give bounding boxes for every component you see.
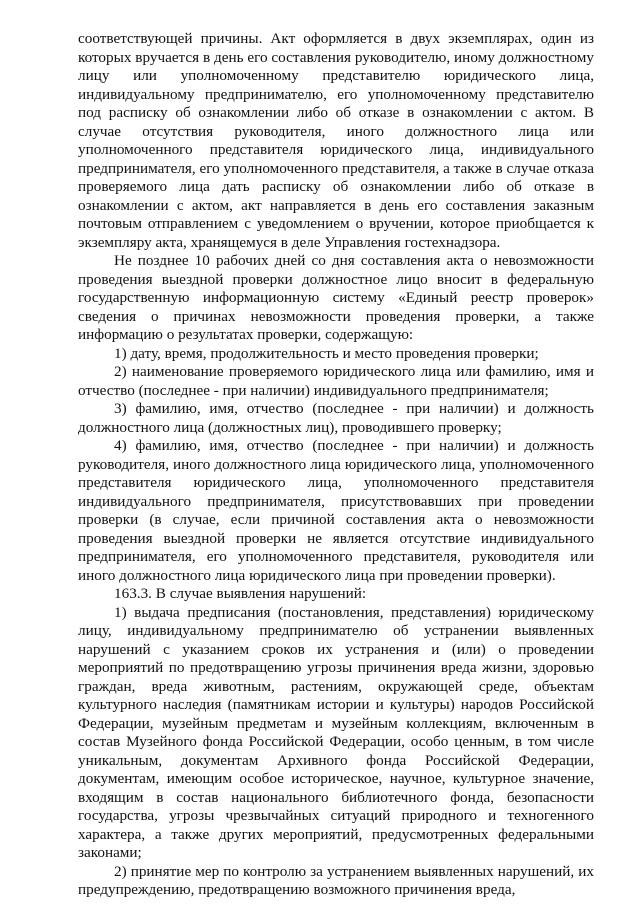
list-item-entity-name: 2) наименование проверяемого юридического лица или фамилию, имя и отчество (последнее - при наличии) индивидуального предпринимателя; [78,363,594,399]
list-item-inspector-name: 3) фамилию, имя, отчество (последнее - при наличии) и должность должностного лица (должностных лиц), проводившего проверку; [78,400,594,436]
list-item-control-measures: 2) принятие мер по контролю за устранением выявленных нарушений, их предупреждению, предотвращению возможного причинения вреда, [78,862,594,898]
paragraph-act-delivery: соответствующей причины. Акт оформляется в двух экземплярах, один из которых вручается в день его составления руководителю, иному должностному лицу или уполномоченному представителю юридического лица, индивидуальному предпринимателю, его уполномоченному представителю под расписку об ознакомлении либо об отказе в ознакомлении с актом. В случае отсутствия руководителя, иного должностного лица или уполномоченного представителя юридического лица, индивидуального предпринимателя, его уполномоченного представителя, а также в случае отказа проверяемого лица дать расписку об ознакомлении либо об отказе в ознакомлении с актом, акт направляется в день его составления заказным почтовым отправлением с уведомлением о вручении, которое приобщается к экземпляру акта, хранящемуся в деле Управления гостехнадзора. [78,30,594,251]
list-item-issue-order: 1) выдача предписания (постановления, представления) юридическому лицу, индивидуальному предпринимателю об устранении выявленных нарушений с указанием сроков их устранения и (или) о проведении мероприятий по предотвращению угрозы причинения вреда жизни, здоровью граждан, вреда животным, растениям, окружающей среде, объектам культурного наследия (памятникам истории и культуры) народов Российской Федерации, музейным предметам и музейным коллекциям, включенным в состав Музейного фонда Российской Федерации, особо ценным, в том числе уникальным, документам Архивного фонда Российской Федерации, документам, имеющим особое историческое, научное, культурное значение, входящим в состав национального библиотечного фонда, безопасности государства, угрозы чрезвычайных ситуаций природного и техногенного характера, а также других мероприятий, предусмотренных федеральными законами; [78,603,594,861]
list-item-date-time: 1) дату, время, продолжительность и место проведения проверки; [114,344,539,362]
section-heading-163-3: 163.3. В случае выявления нарушений: [114,585,367,602]
paragraph-registry-entry: Не позднее 10 рабочих дней со дня составления акта о невозможности проведения выездной проверки должностное лицо вносит в федеральную государственную информационную систему «Единый реестр проверок» сведения о причинах невозможности проведения проверки, а также информацию о результатах проверки, содержащую: [78,252,594,343]
list-item-present-persons: 4) фамилию, имя, отчество (последнее - при наличии) и должность руководителя, иного должностного лица юридического лица, уполномоченного представителя юридического лица, уполномоченного представителя индивидуального предпринимателя, присутствовавших при проведении проверки (в случае, если причиной составления акта о невозможности проведения выездной проверки не является отсутствие индивидуального предпринимателя, его уполномоченного представителя, руководителя или иного должностного лица юридического лица при проведении проверки). [78,437,594,584]
